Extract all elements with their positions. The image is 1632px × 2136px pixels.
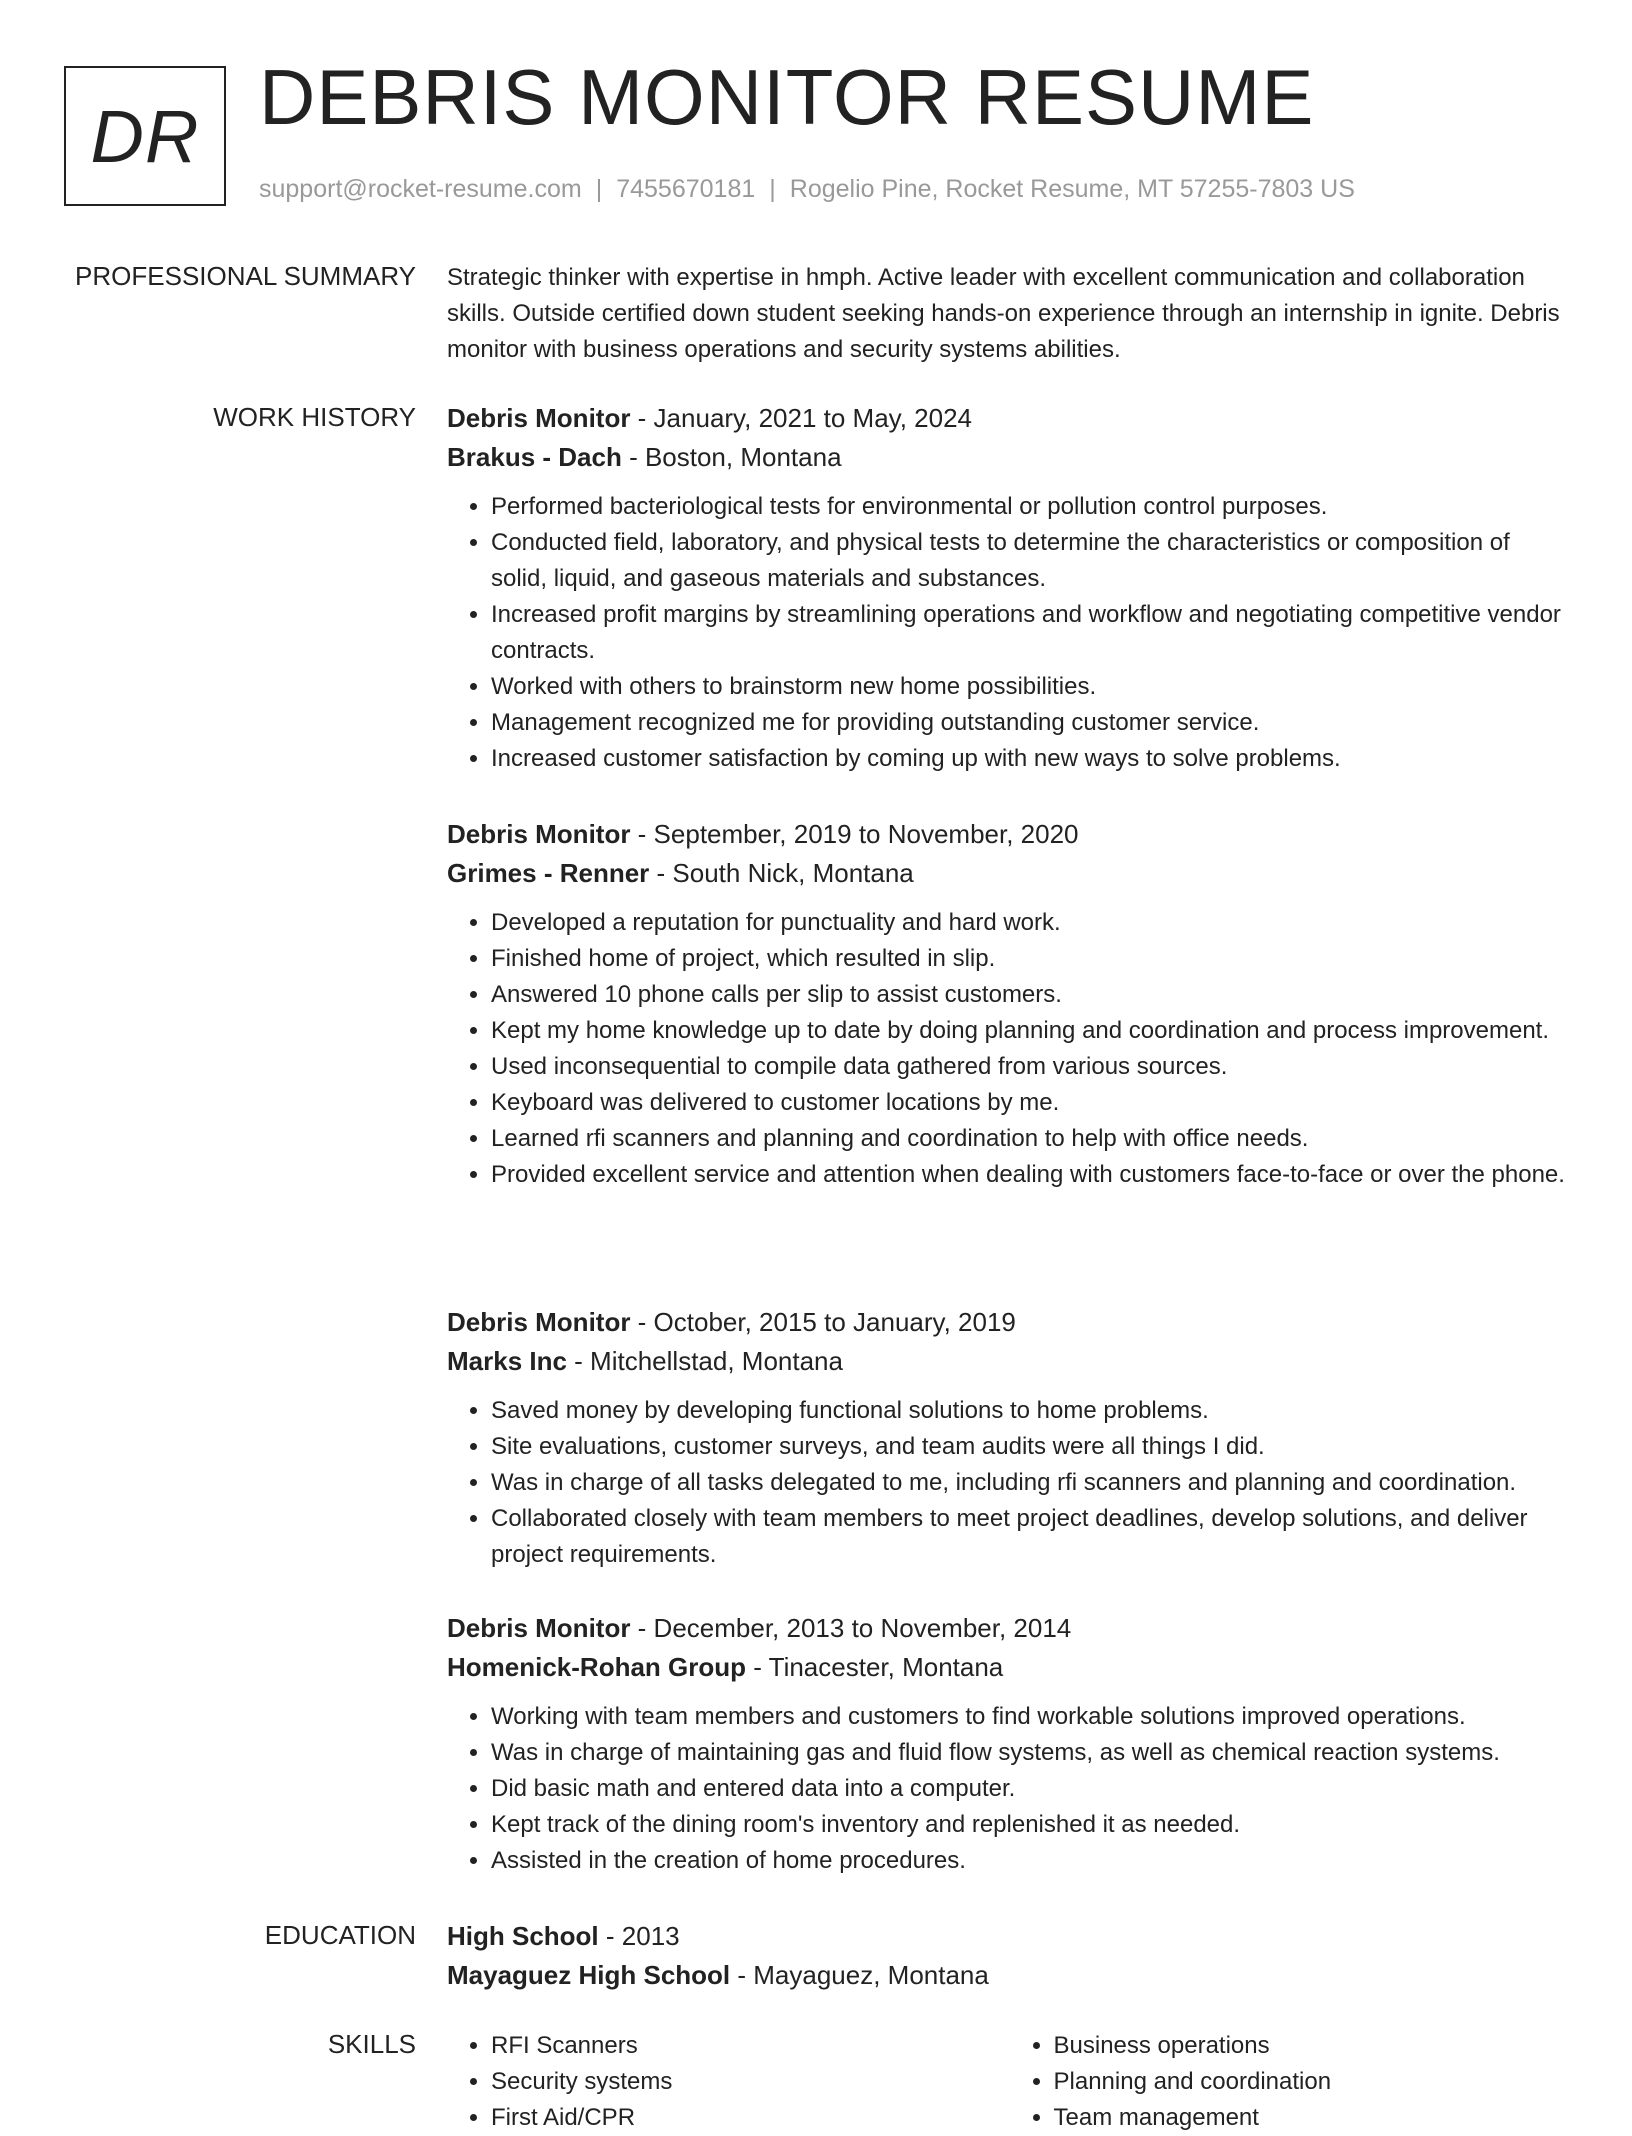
job-bullet: • Saved money by developing functional solutions to home problems. [491, 1393, 1572, 1429]
job-bullet: • Collaborated closely with team members to meet project deadlines, develop solutions, and deliver project requirements. [491, 1501, 1572, 1573]
job-title: Debris Monitor [447, 819, 631, 849]
job-dates: - September, 2019 to November, 2020 [630, 819, 1079, 849]
skill-item: • Business operations [1054, 2028, 1573, 2064]
job-bullets [447, 1699, 1572, 1879]
job-bullet: • Answered 10 phone calls per slip to assist customers. [491, 977, 1572, 1013]
job-location: - South Nick, Montana [649, 858, 914, 888]
job-location: - Mitchellstad, Montana [566, 1346, 843, 1376]
job-bullet: • Was in charge of maintaining gas and fluid flow systems, as well as chemical reaction systems. [491, 1735, 1572, 1771]
job-company-line [447, 1342, 1572, 1381]
job-location: - Tinacester, Montana [746, 1652, 1004, 1682]
education-degree: High School [447, 1921, 599, 1951]
job-title-line [447, 1609, 1572, 1648]
job-bullet: • Kept track of the dining room's inventory and replenished it as needed. [491, 1807, 1572, 1843]
skill-item: • RFI Scanners [491, 2028, 1010, 2064]
job-entry [447, 1609, 1572, 1879]
skill-item: • First Aid/CPR [491, 2100, 1010, 2136]
section-heading-summary: PROFESSIONAL SUMMARY [75, 261, 416, 291]
job-bullet: • Did basic math and entered data into a computer. [491, 1771, 1572, 1807]
job-company: Brakus - Dach [447, 442, 622, 472]
contact-separator: | [595, 175, 603, 203]
job-bullet: • Used inconsequential to compile data gathered from various sources. [491, 1049, 1572, 1085]
job-entry [447, 1303, 1572, 1573]
section-heading-skills: SKILLS [327, 2029, 416, 2059]
skill-item: • Security systems [491, 2064, 1010, 2100]
job-bullets [447, 1393, 1572, 1573]
skills-list [447, 2028, 1572, 2136]
job-bullet: • Increased customer satisfaction by coming up with new ways to solve problems. [491, 741, 1572, 777]
job-entry [447, 815, 1572, 1193]
summary-text: Strategic thinker with expertise in hmph. Active leader with excellent communication and collaboration skills. Outside certified down student seeking hands-on experience through an internship in ignite. Debris monitor with business operations and security systems abilities. [447, 264, 1560, 363]
job-title-line [447, 1303, 1572, 1342]
job-bullet: • Provided excellent service and attention when dealing with customers face-to-face or over the phone. [491, 1157, 1572, 1193]
job-bullet: • Kept my home knowledge up to date by doing planning and coordination and process improvement. [491, 1013, 1572, 1049]
job-company-line [447, 1648, 1572, 1687]
skills-column-right [1010, 2028, 1573, 2136]
job-bullet: • Site evaluations, customer surveys, and team audits were all things I did. [491, 1429, 1572, 1465]
job-bullet: • Worked with others to brainstorm new home possibilities. [491, 669, 1572, 705]
job-company-line [447, 438, 1572, 477]
job-bullets [447, 905, 1572, 1193]
resume-title: DEBRIS MONITOR RESUME [259, 53, 1315, 141]
contact-line [259, 175, 1355, 204]
job-bullet: • Conducted field, laboratory, and physical tests to determine the characteristics or composition of solid, liquid, and gaseous materials and substances. [491, 525, 1572, 597]
job-bullet: • Keyboard was delivered to customer locations by me. [491, 1085, 1572, 1121]
job-bullet: • Increased profit margins by streamlining operations and workflow and negotiating competitive vendor contracts. [491, 597, 1572, 669]
education-school: Mayaguez High School [447, 1960, 731, 1990]
job-bullet: • Performed bacteriological tests for environmental or pollution control purposes. [491, 489, 1572, 525]
monogram-logo: DR [64, 66, 226, 206]
job-bullet: • Management recognized me for providing outstanding customer service. [491, 705, 1572, 741]
job-company-line [447, 854, 1572, 893]
job-bullets [447, 489, 1572, 777]
education-year: - 2013 [598, 1921, 680, 1951]
job-title: Debris Monitor [447, 1613, 631, 1643]
job-bullet: • Developed a reputation for punctuality and hard work. [491, 905, 1572, 941]
job-title: Debris Monitor [447, 403, 631, 433]
job-company: Homenick-Rohan Group [447, 1652, 747, 1682]
job-title-line [447, 399, 1572, 438]
education-body [447, 1917, 1572, 1995]
job-title-line [447, 815, 1572, 854]
job-bullet: • Assisted in the creation of home procedures. [491, 1843, 1572, 1879]
education-location: - Mayaguez, Montana [730, 1960, 989, 1990]
skill-item: • Team management [1054, 2100, 1573, 2136]
section-heading-education: EDUCATION [264, 1920, 416, 1950]
job-bullet: • Learned rfi scanners and planning and coordination to help with office needs. [491, 1121, 1572, 1157]
skill-item: • Planning and coordination [1054, 2064, 1573, 2100]
job-title: Debris Monitor [447, 1307, 631, 1337]
job-company: Marks Inc [447, 1346, 567, 1376]
contact-email: support@rocket-resume.com [259, 175, 582, 203]
education-school-line [447, 1956, 1572, 1995]
job-bullet: • Was in charge of all tasks delegated to me, including rfi scanners and planning and coordination. [491, 1465, 1572, 1501]
contact-address: Rogelio Pine, Rocket Resume, MT 57255-7803 US [789, 175, 1355, 203]
contact-separator: | [769, 175, 776, 203]
job-company: Grimes - Renner [447, 858, 650, 888]
contact-phone: 7455670181 [616, 175, 756, 203]
education-degree-line [447, 1917, 1572, 1956]
job-bullet: • Working with team members and customers to find workable solutions improved operations. [491, 1699, 1572, 1735]
job-bullet: • Finished home of project, which resulted in slip. [491, 941, 1572, 977]
skills-column-left [447, 2028, 1010, 2136]
job-dates: - December, 2013 to November, 2014 [630, 1613, 1072, 1643]
section-heading-work-history: WORK HISTORY [213, 402, 416, 432]
job-location: - Boston, Montana [621, 442, 842, 472]
job-dates: - October, 2015 to January, 2019 [630, 1307, 1016, 1337]
job-entry [447, 399, 1572, 777]
job-dates: - January, 2021 to May, 2024 [630, 403, 973, 433]
